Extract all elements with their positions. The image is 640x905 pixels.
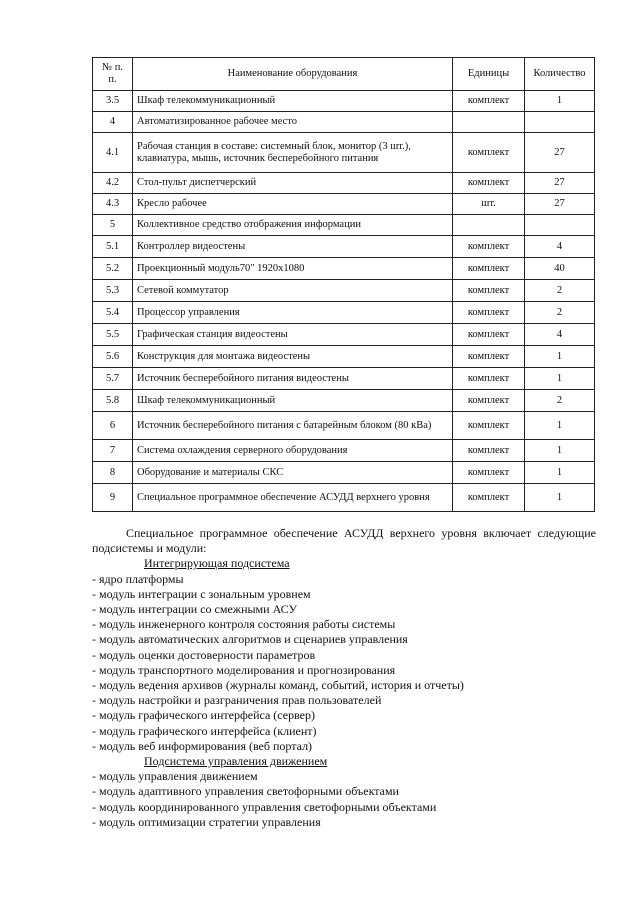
- cell-num: 5.4: [93, 302, 133, 324]
- cell-qty: 27: [525, 173, 595, 194]
- cell-qty: 27: [525, 194, 595, 215]
- cell-name: Конструкция для монтажа видеостены: [133, 346, 453, 368]
- header-num: № п. п.: [93, 58, 133, 91]
- cell-unit: комплект: [453, 280, 525, 302]
- cell-num: 5.1: [93, 236, 133, 258]
- cell-num: 5.2: [93, 258, 133, 280]
- list-item: - модуль координированного управления светофорными объектами: [92, 799, 437, 814]
- table-row: [93, 302, 595, 324]
- table-row: [93, 368, 595, 390]
- cell-name: Графическая станция видеостены: [133, 324, 453, 346]
- cell-unit: комплект: [453, 91, 525, 112]
- table-row: [93, 346, 595, 368]
- cell-unit: комплект: [453, 484, 525, 512]
- cell-qty: 4: [525, 324, 595, 346]
- cell-unit: комплект: [453, 390, 525, 412]
- list-item: - модуль интеграции с зональным уровнем: [92, 586, 311, 601]
- cell-qty: 1: [525, 462, 595, 484]
- cell-unit: комплект: [453, 302, 525, 324]
- cell-num: 8: [93, 462, 133, 484]
- cell-num: 4.3: [93, 194, 133, 215]
- table-row: [93, 258, 595, 280]
- table-row: [93, 484, 595, 512]
- cell-qty: 1: [525, 440, 595, 462]
- cell-num: 5.3: [93, 280, 133, 302]
- cell-name: Источник бесперебойного питания видеостены: [133, 368, 453, 390]
- cell-name: Система охлаждения серверного оборудования: [133, 440, 453, 462]
- list-item: - модуль автоматических алгоритмов и сценариев управления: [92, 632, 408, 647]
- table-row: [93, 215, 595, 236]
- list-item: - модуль оценки достоверности параметров: [92, 647, 316, 662]
- cell-num: 5.5: [93, 324, 133, 346]
- cell-unit: [453, 215, 525, 236]
- header-qty: Количество: [525, 58, 595, 91]
- list-item: - ядро платформы: [92, 571, 184, 586]
- cell-name: Коллективное средство отображения информации: [133, 215, 453, 236]
- cell-num: 4: [93, 112, 133, 133]
- section-heading: Подсистема управления движением: [144, 754, 328, 769]
- cell-unit: комплект: [453, 440, 525, 462]
- cell-num: 3.5: [93, 91, 133, 112]
- cell-num: 5: [93, 215, 133, 236]
- cell-unit: комплект: [453, 133, 525, 173]
- table-row: [93, 112, 595, 133]
- list-item: - модуль инженерного контроля состояния работы системы: [92, 617, 396, 632]
- cell-name: Стол-пульт диспетчерский: [133, 173, 453, 194]
- list-item: - модуль транспортного моделирования и прогнозирования: [92, 662, 396, 677]
- cell-qty: 27: [525, 133, 595, 173]
- cell-name: Оборудование и материалы СКС: [133, 462, 453, 484]
- table-row: [93, 324, 595, 346]
- sections: [92, 556, 596, 830]
- list-item: - модуль управления движением: [92, 769, 258, 784]
- header-name: Наименование оборудования: [133, 58, 453, 91]
- cell-qty: 1: [525, 346, 595, 368]
- cell-qty: 2: [525, 280, 595, 302]
- cell-name: Специальное программное обеспечение АСУДД верхнего уровня: [133, 484, 453, 512]
- table-row: [93, 133, 595, 173]
- cell-name: Автоматизированное рабочее место: [133, 112, 453, 133]
- cell-unit: комплект: [453, 412, 525, 440]
- table-row: [93, 462, 595, 484]
- cell-name: Контроллер видеостены: [133, 236, 453, 258]
- cell-unit: комплект: [453, 462, 525, 484]
- list-item: - модуль оптимизации стратегии управления: [92, 814, 321, 829]
- cell-num: 5.7: [93, 368, 133, 390]
- table-row: [93, 173, 595, 194]
- cell-num: 5.6: [93, 346, 133, 368]
- cell-name: Кресло рабочее: [133, 194, 453, 215]
- table-row: [93, 280, 595, 302]
- table-row: [93, 390, 595, 412]
- cell-name: Шкаф телекоммуникационный: [133, 390, 453, 412]
- cell-qty: 4: [525, 236, 595, 258]
- text-block: [92, 526, 596, 830]
- cell-unit: шт.: [453, 194, 525, 215]
- cell-qty: 40: [525, 258, 595, 280]
- equipment-table: [92, 57, 595, 512]
- cell-unit: комплект: [453, 173, 525, 194]
- list-item: - модуль адаптивного управления светофорными объектами: [92, 784, 399, 799]
- cell-name: Сетевой коммутатор: [133, 280, 453, 302]
- cell-qty: [525, 112, 595, 133]
- cell-unit: комплект: [453, 258, 525, 280]
- cell-num: 9: [93, 484, 133, 512]
- header-unit: Единицы: [453, 58, 525, 91]
- cell-unit: [453, 112, 525, 133]
- cell-num: 5.8: [93, 390, 133, 412]
- cell-qty: 2: [525, 302, 595, 324]
- table-row: [93, 194, 595, 215]
- list-item: - модуль ведения архивов (журналы команд, событий, история и отчеты): [92, 678, 464, 693]
- cell-num: 7: [93, 440, 133, 462]
- cell-qty: 1: [525, 368, 595, 390]
- table-row: [93, 91, 595, 112]
- cell-qty: 1: [525, 91, 595, 112]
- list-item: - модуль графического интерфейса (сервер): [92, 708, 316, 723]
- list-item: - модуль графического интерфейса (клиент): [92, 723, 317, 738]
- table-header-row: [93, 58, 595, 91]
- cell-num: 4.2: [93, 173, 133, 194]
- cell-qty: 2: [525, 390, 595, 412]
- list-item: - модуль интеграции со смежными АСУ: [92, 602, 297, 617]
- section-heading: Интегрирующая подсистема: [144, 556, 290, 571]
- list-item: - модуль настройки и разграничения прав пользователей: [92, 693, 382, 708]
- table-body: [93, 91, 595, 512]
- cell-qty: 1: [525, 484, 595, 512]
- list-item: - модуль веб информирования (веб портал): [92, 738, 313, 753]
- table-row: [93, 412, 595, 440]
- cell-name: Шкаф телекоммуникационный: [133, 91, 453, 112]
- cell-unit: комплект: [453, 368, 525, 390]
- cell-unit: комплект: [453, 236, 525, 258]
- cell-name: Процессор управления: [133, 302, 453, 324]
- cell-unit: комплект: [453, 324, 525, 346]
- cell-qty: 1: [525, 412, 595, 440]
- cell-name: Рабочая станция в составе: системный блок, монитор (3 шт.), клавиатура, мышь, источник бесперебойного питания: [133, 133, 453, 173]
- table-row: [93, 440, 595, 462]
- cell-num: 6: [93, 412, 133, 440]
- cell-name: Источник бесперебойного питания с батарейным блоком (80 кВа): [133, 412, 453, 440]
- cell-unit: комплект: [453, 346, 525, 368]
- cell-qty: [525, 215, 595, 236]
- table-row: [93, 236, 595, 258]
- cell-name: Проекционный модуль70" 1920х1080: [133, 258, 453, 280]
- intro-paragraph: Специальное программное обеспечение АСУДД верхнего уровня включает следующие подсистемы и модули:: [92, 526, 596, 556]
- cell-num: 4.1: [93, 133, 133, 173]
